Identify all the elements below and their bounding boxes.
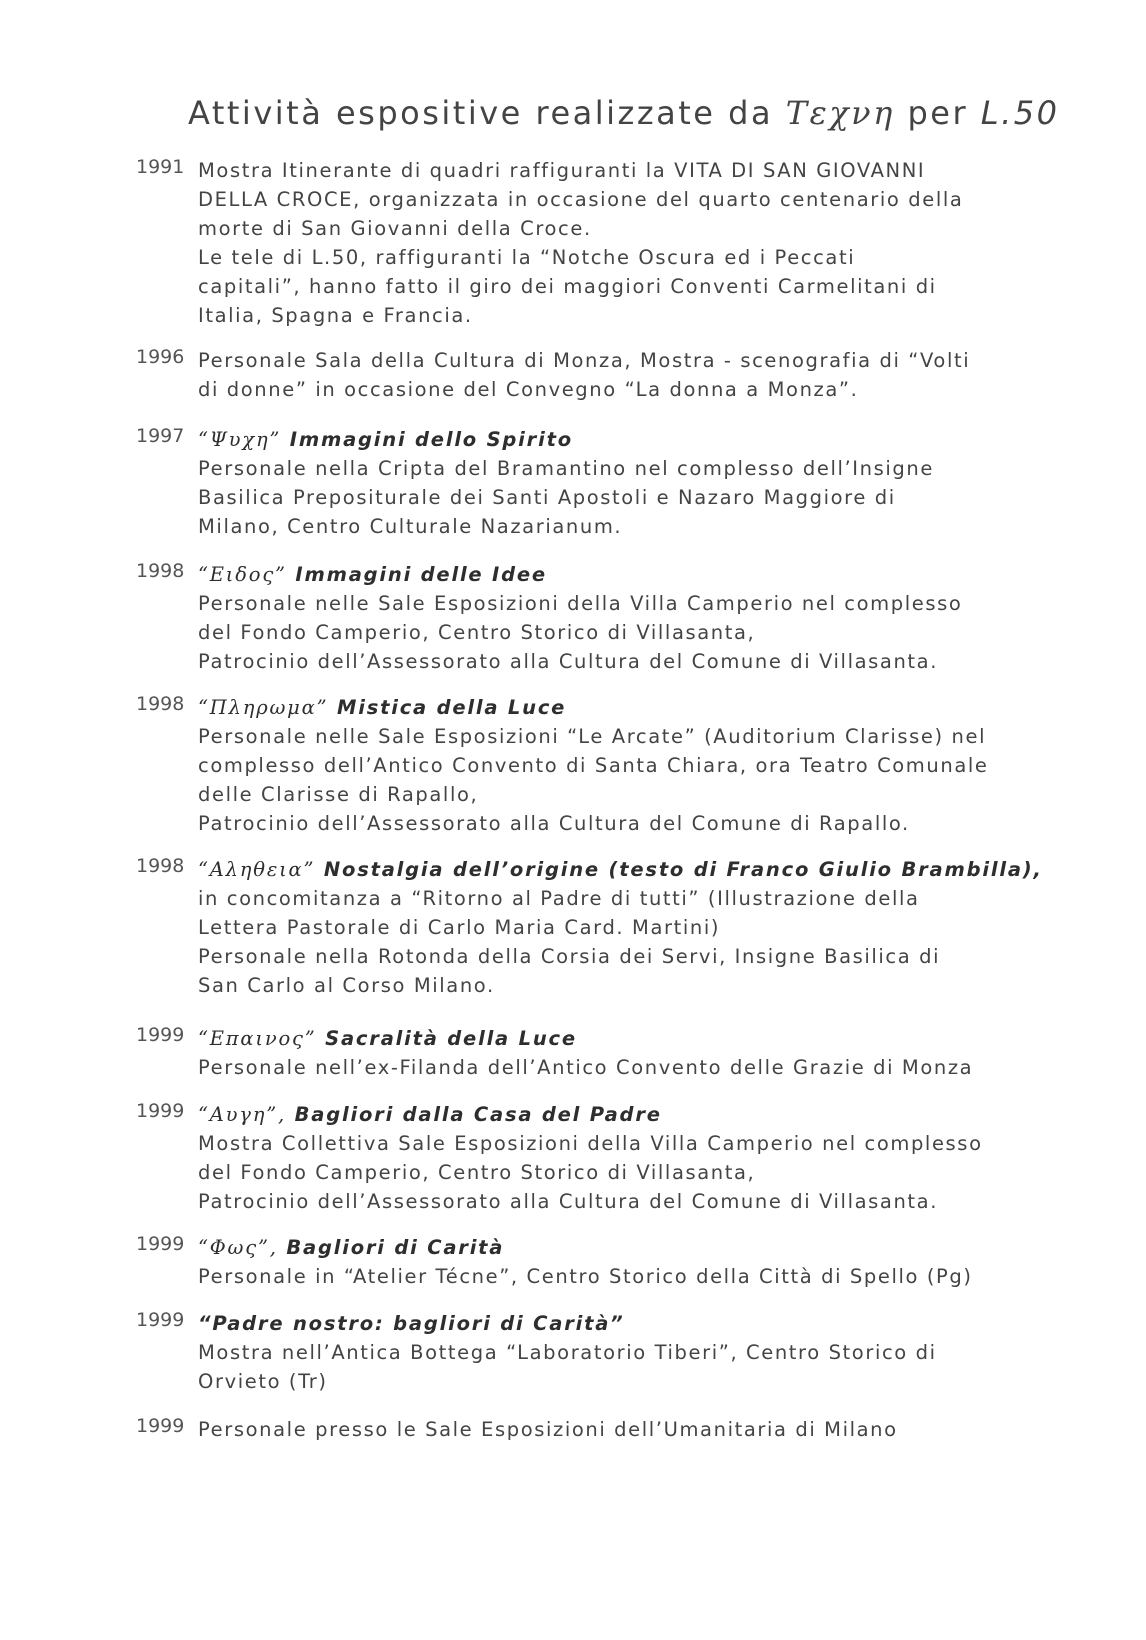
entry-greek-title: “Αληθεια” [198, 858, 316, 881]
entry-line: Italia, Spagna e Francia. [198, 304, 473, 327]
entry-line: morte di San Giovanni della Croce. [198, 217, 592, 240]
entry-line: Personale presso le Sale Esposizioni dell’Umanitaria di Milano [198, 1418, 898, 1441]
entry-line: San Carlo al Corso Milano. [198, 974, 495, 997]
entry-heading-text: Mistica della Luce [337, 696, 567, 719]
title-greek-word: Τεχνη [785, 94, 895, 132]
entry-line: Personale nelle Sale Esposizioni della Villa Camperio nel complesso [198, 592, 963, 615]
entry-heading-text: Immagini dello Spirito [289, 428, 573, 451]
entry-year: 1991 [136, 156, 185, 178]
entry-heading-text: Sacralità della Luce [325, 1027, 577, 1050]
entry-line: DELLA CROCE, organizzata in occasione del quarto centenario della [198, 188, 964, 211]
entry-year: 1998 [136, 560, 185, 582]
entry-line: Orvieto (Tr) [198, 1370, 328, 1393]
entry-greek-title: “Πληρωμα” [198, 696, 329, 719]
entry-heading [198, 1024, 1108, 1053]
entry-heading-text: Immagini delle Idee [295, 563, 547, 586]
entry-greek-title: “Φως”, [198, 1236, 278, 1259]
entry-line: Personale nell’ex-Filanda dell’Antico Convento delle Grazie di Monza [198, 1056, 974, 1079]
entry-line: capitali”, hanno fatto il giro dei maggiori Conventi Carmelitani di [198, 275, 937, 298]
entry-line: Patrocinio dell’Assessorato alla Cultura del Comune di Rapallo. [198, 812, 910, 835]
entry-year: 1996 [136, 346, 185, 368]
title-text: Attività espositive realizzate da [188, 94, 774, 132]
entry-line: Personale nella Cripta del Bramantino nel complesso dell’Insigne [198, 457, 934, 480]
entry-year: 1998 [136, 693, 185, 715]
entry-line: in concomitanza a “Ritorno al Padre di tutti” (Illustrazione della [198, 887, 920, 910]
entry-line: Personale Sala della Cultura di Monza, Mostra - scenografia di “Volti [198, 349, 971, 372]
entry-year: 1999 [136, 1233, 185, 1255]
entry-line: Lettera Pastorale di Carlo Maria Card. Martini) [198, 916, 721, 939]
entry-heading [198, 1100, 1108, 1129]
entry-year: 1999 [136, 1415, 185, 1437]
entry-heading [198, 855, 1108, 884]
entry-heading-text: Nostalgia dell’origine (testo di Franco Giulio Brambilla), [323, 858, 1043, 881]
entry-heading [198, 560, 1108, 589]
entry-line: Personale nella Rotonda della Corsia dei Servi, Insigne Basilica di [198, 945, 941, 968]
entry-heading-text: Bagliori dalla Casa del Padre [294, 1103, 662, 1126]
entry-line: Patrocinio dell’Assessorato alla Cultura del Comune di Villasanta. [198, 1190, 939, 1213]
entry-greek-title: “Αυγη”, [198, 1103, 287, 1126]
entry-line: delle Clarisse di Rapallo, [198, 783, 479, 806]
entry-line: Mostra Collettiva Sale Esposizioni della Villa Camperio nel complesso [198, 1132, 983, 1155]
title-signature: L.50 [980, 94, 1060, 132]
entry-heading [198, 425, 1108, 454]
entry-line: del Fondo Camperio, Centro Storico di Villasanta, [198, 1161, 756, 1184]
entry-heading [198, 1233, 1108, 1262]
entry-line: Patrocinio dell’Assessorato alla Cultura del Comune di Villasanta. [198, 650, 939, 673]
entry-line: Mostra nell’Antica Bottega “Laboratorio Tiberi”, Centro Storico di [198, 1341, 937, 1364]
entry-line: Mostra Itinerante di quadri raffiguranti la VITA DI SAN GIOVANNI [198, 159, 926, 182]
entry-line: Basilica Prepositurale dei Santi Apostoli e Nazaro Maggiore di [198, 486, 896, 509]
entry-line: Personale nelle Sale Esposizioni “Le Arcate” (Auditorium Clarisse) nel [198, 725, 987, 748]
entry-line: complesso dell’Antico Convento di Santa Chiara, ora Teatro Comunale [198, 754, 989, 777]
entry-heading: “Padre nostro: bagliori di Carità” [198, 1312, 625, 1335]
page-title [188, 94, 1068, 132]
entry-line: di donne” in occasione del Convegno “La donna a Monza”. [198, 378, 859, 401]
entry-year: 1999 [136, 1024, 185, 1046]
entry-line: Le tele di L.50, raffiguranti la “Notche Oscura ed i Peccati [198, 246, 856, 269]
entry-year: 1997 [136, 425, 185, 447]
title-tail: per [907, 94, 969, 132]
entry-line: del Fondo Camperio, Centro Storico di Villasanta, [198, 621, 756, 644]
entry-year: 1999 [136, 1100, 185, 1122]
entry-greek-title: “Επαινος” [198, 1027, 317, 1050]
entry-line: Personale in “Atelier Técne”, Centro Storico della Città di Spello (Pg) [198, 1265, 973, 1288]
entry-greek-title: “Ειδος” [198, 563, 287, 586]
entry-line: Milano, Centro Culturale Nazarianum. [198, 515, 623, 538]
entry-greek-title: “Ψυχη” [198, 428, 282, 451]
entry-heading-text: Bagliori di Carità [286, 1236, 505, 1259]
entry-year: 1998 [136, 855, 185, 877]
entry-heading [198, 693, 1108, 722]
entry-year: 1999 [136, 1309, 185, 1331]
